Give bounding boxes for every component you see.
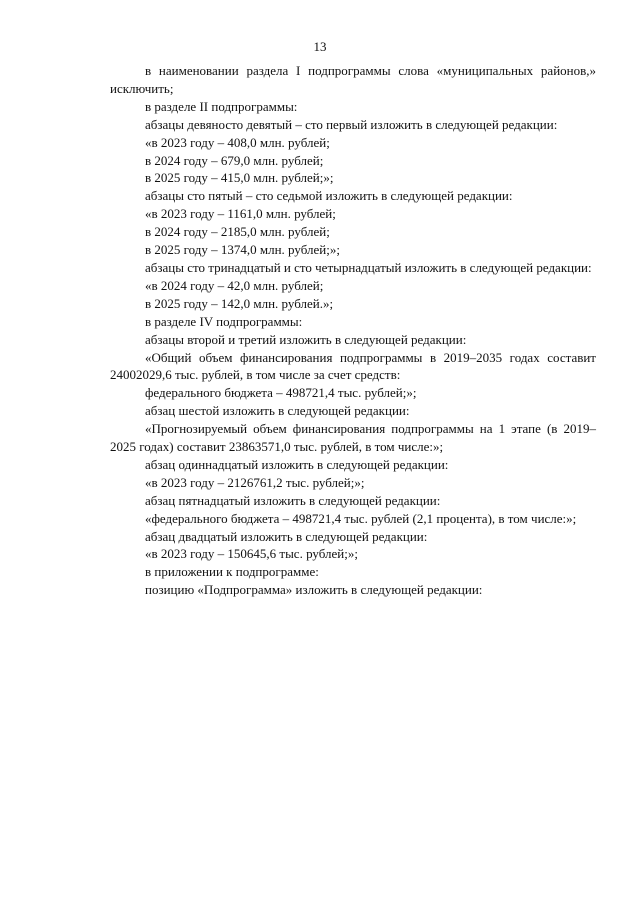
- paragraph-2024-2185: в 2024 году – 2185,0 млн. рублей;: [145, 224, 330, 240]
- paragraph-2023-2126761: «в 2023 году – 2126761,2 тыс. рублей;»;: [145, 474, 365, 490]
- paragraph-amend-20: абзац двадцатый изложить в следующей редакции:: [145, 528, 428, 544]
- paragraph-federal-budget-percent: «федерального бюджета – 498721,4 тыс. рублей (2,1 процента), в том числе:»;: [145, 510, 577, 526]
- paragraph-federal-budget: федерального бюджета – 498721,4 тыс. рублей;»;: [145, 385, 417, 401]
- page-number: 13: [313, 39, 327, 54]
- paragraph-position-subprogram: позицию «Подпрограмма» изложить в следующей редакции:: [145, 582, 483, 598]
- paragraph-amend-99-101: абзацы девяносто девятый – сто первый изложить в следующей редакции:: [145, 116, 558, 132]
- paragraph-section-i-name: в наименовании раздела I подпрограммы слова «муниципальных районов,» исключить;: [110, 63, 596, 96]
- paragraph-amend-11: абзац одиннадцатый изложить в следующей редакции:: [145, 456, 449, 472]
- paragraph-2025-415: в 2025 году – 415,0 млн. рублей;»;: [145, 170, 334, 186]
- paragraph-section-iv: в разделе IV подпрограммы:: [145, 313, 303, 329]
- paragraph-amend-6: абзац шестой изложить в следующей редакции:: [145, 403, 410, 419]
- paragraph-2023-408: «в 2023 году – 408,0 млн. рублей;: [145, 134, 330, 150]
- document-body: [110, 62, 596, 599]
- paragraph-2024-679: в 2024 году – 679,0 млн. рублей;: [145, 152, 324, 168]
- paragraph-amend-113-114: абзацы сто тринадцатый и сто четырнадцатый изложить в следующей редакции:: [145, 259, 592, 275]
- paragraph-amend-2-3: абзацы второй и третий изложить в следующей редакции:: [145, 331, 467, 347]
- paragraph-2025-142: в 2025 году – 142,0 млн. рублей.»;: [145, 295, 334, 311]
- paragraph-2023-1161: «в 2023 году – 1161,0 млн. рублей;: [145, 206, 336, 222]
- paragraph-appendix: в приложении к подпрограмме:: [145, 564, 319, 580]
- paragraph-total-financing: «Общий объем финансирования подпрограммы в 2019–2035 годах составит 24002029,6 тыс. рублей, в том числе за счет средств:: [110, 349, 596, 383]
- paragraph-amend-15: абзац пятнадцатый изложить в следующей редакции:: [145, 492, 441, 508]
- paragraph-2024-42: «в 2024 году – 42,0 млн. рублей;: [145, 277, 324, 293]
- paragraph-amend-105-107: абзацы сто пятый – сто седьмой изложить в следующей редакции:: [145, 188, 513, 204]
- paragraph-2023-150645: «в 2023 году – 150645,6 тыс. рублей;»;: [145, 546, 358, 562]
- paragraph-section-ii: в разделе II подпрограммы:: [145, 98, 298, 114]
- paragraph-stage-1-financing: «Прогнозируемый объем финансирования подпрограммы на 1 этапе (в 2019–2025 годах) составит 23863571,0 тыс. рублей, в том числе:»;: [110, 421, 596, 455]
- paragraph-2025-1374: в 2025 году – 1374,0 млн. рублей;»;: [145, 242, 340, 258]
